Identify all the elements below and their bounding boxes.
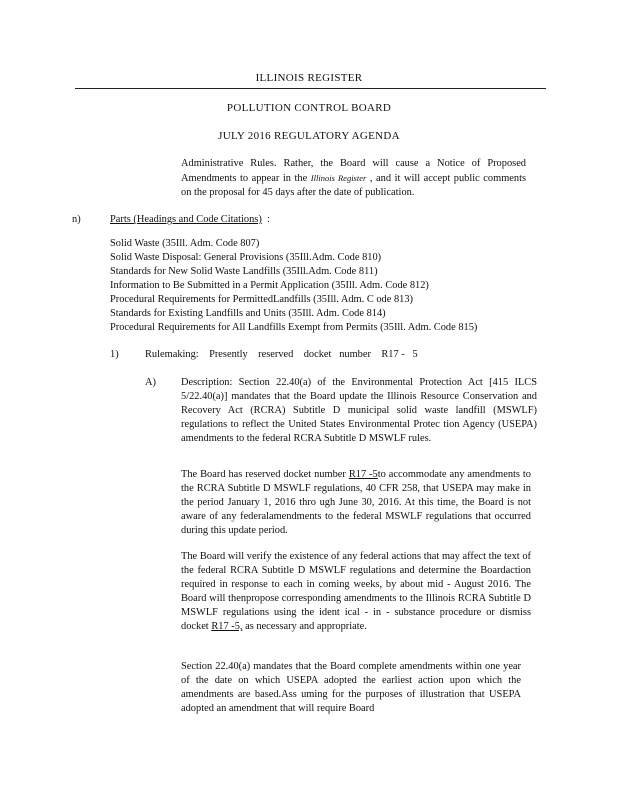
part-line: Standards for Existing Landfills and Units (35Ill. Adm. Code 814) — [110, 308, 386, 319]
description-paragraph: Description: Section 22.40(a) of the Environmental Protection Act [415 ILCS 5/22.40(a)] mandates that the Board update the Illinois Resource Conservation and Recovery Act (RCRA) Subtitle D municipal solid waste landfill (MSWLF) regulations to reflect the United States Environmental Protec tion Agency (USEPA) amendments to the federal RCRA Subtitle D MSWLF rules. — [181, 377, 537, 444]
section-2240a-paragraph: Section 22.40(a) mandates that the Board complete amendments within one year of the date on which USEPA adopted the earliest action upon which the amendments are based.Ass uming for the purposes of illustration that USEPA adopted an amendment that will require Board — [181, 661, 521, 714]
agenda-header: JULY 2016 REGULATORY AGENDA — [218, 130, 400, 142]
header-rule — [75, 88, 546, 89]
part-line: Procedural Requirements for All Landfills Exempt from Permits (35Ill. Adm. Code 815) — [110, 322, 478, 333]
parts-heading: Parts (Headings and Code Citations) — [110, 214, 262, 225]
part-line: Standards for New Solid Waste Landfills (35Ill.Adm. Code 811) — [110, 266, 378, 277]
section-n-marker: n) — [72, 214, 81, 225]
reserved-docket-paragraph — [181, 468, 531, 538]
part-line: Information to Be Submitted in a Permit Application (35Ill. Adm. Code 812) — [110, 280, 429, 291]
docket-number-ref: R17 -5, — [211, 621, 243, 632]
parts-list — [110, 237, 540, 335]
board-header: POLLUTION CONTROL BOARD — [226, 102, 392, 114]
para2-text-b: to accommodate any amendments to the RCRA Subtitle D MSWLF regulations, 40 CFR 258, that USEPA may make in the period January 1, 2016 thro ugh June 30, 2016. At this time, the Board is not aware of any federalamendments to the federal MSWLF regulations that occurred during this update period. — [181, 469, 531, 536]
part-line: Solid Waste Disposal: General Provisions (35Ill.Adm. Code 810) — [110, 252, 382, 263]
item-1-marker: 1) — [110, 349, 119, 360]
illinois-register-title: Illinois Register — [310, 173, 367, 183]
para2-text-a: The Board has reserved docket number — [181, 469, 346, 480]
part-line: Solid Waste (35Ill. Adm. Code 807) — [110, 238, 260, 249]
item-a-marker: A) — [145, 377, 156, 388]
docket-number-link: R17 -5 — [348, 469, 378, 480]
para3-text-b: as necessary and appropriate. — [242, 621, 367, 632]
verify-paragraph — [181, 550, 531, 634]
register-header: ILLINOIS REGISTER — [255, 72, 363, 84]
para3-text-a: The Board will verify the existence of any federal actions that may affect the text of the federal RCRA Subtitle D MSWLF regulations and determine the Boardaction required in response to each in coming weeks, by about mid - August 2016. The Board will thenpropose corresponding amendments to the Illinois RCRA Subtitle D MSWLF regulations using the ident ical - in - substance procedure or dismiss docket — [181, 551, 531, 632]
intro-text-after: , and it will accept public comments on the proposal for 45 days after the date of publication. — [181, 173, 527, 198]
intro-paragraph — [181, 157, 526, 200]
part-line: Procedural Requirements for PermittedLandfills (35Ill. Adm. C ode 813) — [110, 294, 413, 305]
rulemaking-line: Rulemaking: Presently reserved docket number R17 - 5 — [145, 349, 418, 360]
section-n-heading: Parts (Headings and Code Citations) : — [110, 214, 270, 225]
intro-text-before: Administrative Rules. Rather, the Board will cause a Notice of Proposed Amendments to appear in the — [181, 158, 526, 184]
